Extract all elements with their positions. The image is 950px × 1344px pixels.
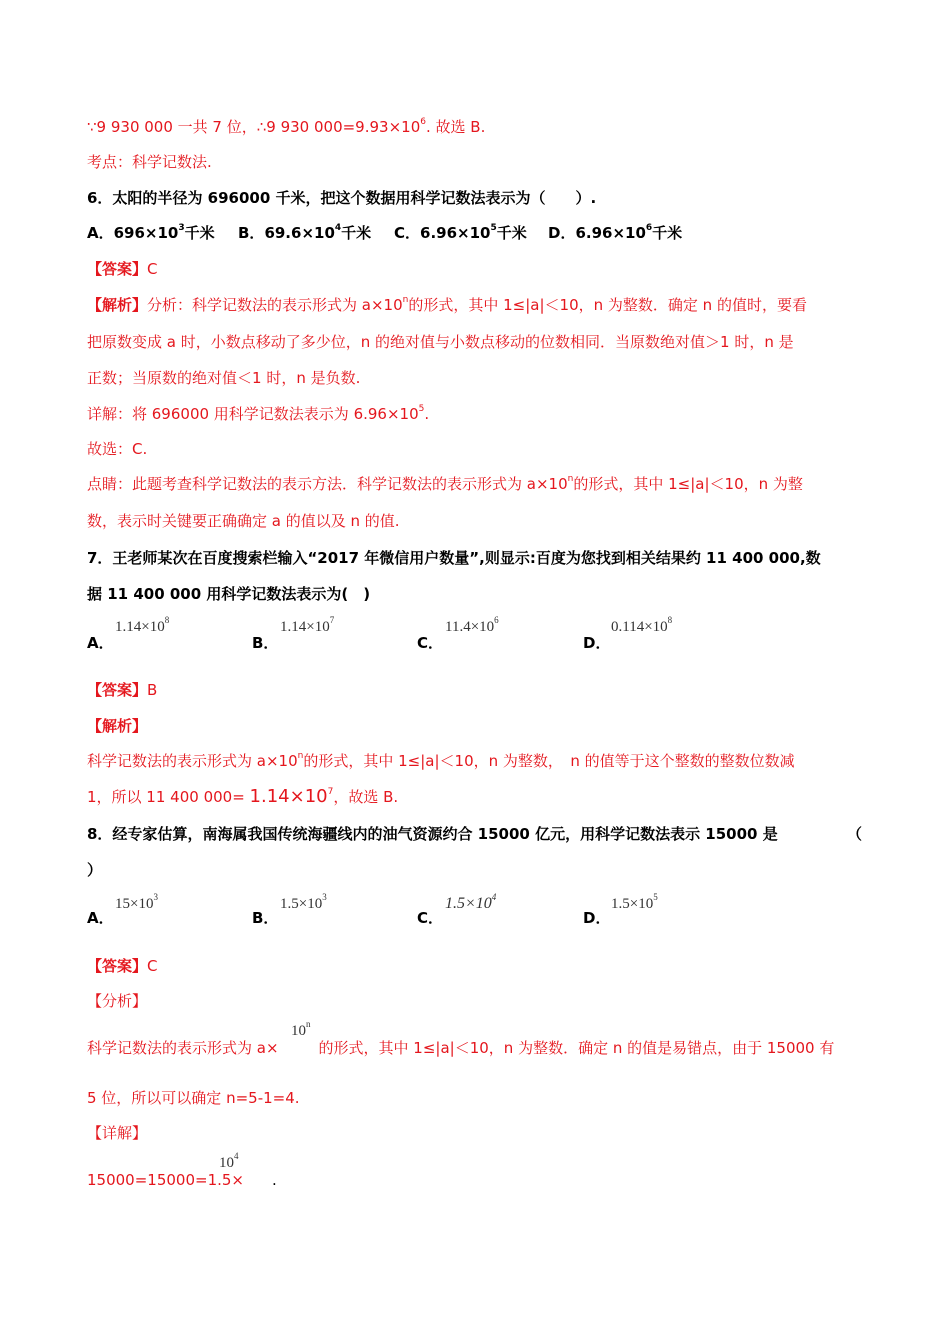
q7-option-d-label: D． (583, 634, 611, 652)
q6-analysis-line-1 (87, 294, 862, 316)
prev-solution-tail: . 故选 B. (425, 118, 486, 136)
q8-option-d-label: D． (583, 909, 611, 927)
q8-option-c-exponent: 4 (491, 891, 497, 902)
q7-option-d-base: 0.114×10 (611, 619, 668, 635)
q8-option-b-value (280, 892, 327, 913)
q6-detail (87, 403, 862, 425)
q6-option-d (548, 222, 682, 244)
q7-analysis-line-2-text: 1，所以 11 400 000= (87, 788, 250, 806)
q7-option-b-base: 1.14×10 (280, 619, 330, 635)
prev-solution-exponent: 6 (420, 117, 426, 127)
q7-answer-tag: 【答案】 (87, 681, 148, 699)
q7-stem-line-2: 据 11 400 000 用科学记数法表示为( ) (87, 585, 371, 603)
q8-option-b-label: B． (252, 909, 279, 927)
q6-option-c (394, 222, 527, 244)
q8-xiangjie-tail: . (272, 1171, 277, 1189)
prev-kaodian: 考点：科学记数法. (87, 153, 212, 171)
q6-option-a-unit: 千米 (184, 224, 215, 242)
q7-option-c-label: C． (417, 634, 444, 652)
q7-option-b-value (280, 615, 335, 636)
q8-option-c-value (445, 891, 497, 913)
q8-option-c-base: 1.5×10 (445, 895, 492, 912)
q7-analysis-line-2-tail: ，故选 B. (333, 788, 399, 806)
q7-option-a-exponent: 8 (164, 615, 170, 625)
q7-analysis-tag: 【解析】 (87, 717, 148, 735)
q7-option-d-value (611, 615, 673, 636)
q8-option-c-label: C． (417, 909, 444, 927)
q6-answer (87, 258, 862, 280)
q6-analysis-line-2: 把原数变成 a 时，小数点移动了多少位，n 的绝对值与小数点移动的位数相同．当原数绝对值＞1 时，n 是 (87, 333, 794, 351)
q8-stem-line-2: ） (87, 861, 103, 879)
q8-option-a-exponent: 3 (153, 892, 158, 902)
q8-fenxi-power-base: 10 (291, 1023, 306, 1039)
q8-option-d-value (611, 892, 658, 913)
q6-detail-exponent: 5 (418, 404, 425, 414)
q8-xiangjie-heading (87, 1122, 862, 1144)
q8-fenxi-text-tail: 的形式，其中 1≤|a|＜10，n 为整数．确定 n 的值是易错点，由于 15000 有 (318, 1039, 835, 1057)
q6-option-c-label: C． (394, 224, 421, 242)
q6-option-a (87, 222, 215, 244)
q6-stem: 6．太阳的半径为 696000 千米，把这个数据用科学记数法表示为（ ）. (87, 189, 597, 207)
q7-option-a-value (115, 615, 170, 636)
q8-xiangjie-tag: 【详解】 (87, 1124, 148, 1142)
q6-option-d-unit: 千米 (652, 224, 683, 242)
q6-option-c-unit: 千米 (496, 224, 527, 242)
prev-solution-line (87, 116, 862, 138)
q7-analysis-text-tail: 的形式，其中 1≤|a|＜10，n 为整数， n 的值等于这个整数的整数位数减 (303, 752, 795, 770)
q6-option-b-unit: 千米 (341, 224, 372, 242)
q8-xiangjie-power-base: 10 (219, 1155, 234, 1171)
q6-option-b-base: 69.6×10 (264, 224, 335, 242)
q6-option-d-label: D． (548, 224, 576, 242)
q8-fenxi-text: 科学记数法的表示形式为 a× (87, 1039, 279, 1057)
q7-option-d-exponent: 8 (667, 615, 673, 625)
prev-solution-text: ∵9 930 000 一共 7 位，∴9 930 000=9.93×10 (87, 118, 421, 136)
q6-option-a-base: 696×10 (113, 224, 179, 242)
q6-option-a-exponent: 3 (178, 223, 185, 233)
q8-option-a-label: A． (87, 909, 114, 927)
q8-stem-paren: （ (846, 825, 862, 843)
q6-comment-text-tail: 的形式，其中 1≤|a|＜10，n 为整 (573, 475, 803, 493)
q7-option-c-exponent: 6 (494, 615, 499, 625)
q7-analysis-formula-exponent: 7 (327, 787, 334, 797)
q6-analysis-text: 分析：科学记数法的表示形式为 a×10 (147, 296, 403, 314)
q8-option-d-exponent: 5 (653, 892, 658, 902)
q6-choose: 故选：C. (87, 440, 148, 458)
q6-option-d-base: 6.96×10 (575, 224, 646, 242)
q8-stem-line-1 (87, 823, 862, 845)
q6-answer-value: C (147, 260, 158, 278)
q6-option-b (238, 222, 371, 244)
q7-answer-value: B (147, 681, 158, 699)
q6-comment-text: 点睛：此题考查科学记数法的表示方法．科学记数法的表示形式为 a×10 (87, 475, 568, 493)
q7-analysis-text: 科学记数法的表示形式为 a×10 (87, 752, 298, 770)
q6-comment-line-1 (87, 473, 862, 495)
q8-option-a-base: 15×10 (115, 896, 154, 912)
q6-option-c-base: 6.96×10 (420, 224, 491, 242)
q8-xiangjie-line (87, 1169, 862, 1191)
q7-answer (87, 679, 862, 701)
q8-option-b-exponent: 3 (322, 892, 327, 902)
q7-option-a-label: A． (87, 634, 114, 652)
q8-xiangjie-text: 15000=15000=1.5× (87, 1171, 244, 1189)
q7-option-a-base: 1.14×10 (115, 619, 165, 635)
q6-option-c-exponent: 5 (490, 223, 497, 233)
q6-comment-exponent: n (567, 474, 574, 484)
q6-detail-text: 详解：将 696000 用科学记数法表示为 6.96×10 (87, 405, 419, 423)
q6-answer-tag: 【答案】 (87, 260, 148, 278)
q8-xiangjie-power-exponent: 4 (234, 1151, 239, 1161)
q8-fenxi-line-1 (87, 1037, 862, 1059)
q8-answer-tag: 【答案】 (87, 957, 148, 975)
q7-analysis-exponent: n (297, 751, 304, 761)
q7-stem-line-1: 7．王老师某次在百度搜索栏输入“2017 年微信用户数量”,则显示:百度为您找到相关结果约 11 400 000,数 (87, 549, 821, 567)
q6-analysis-exponent: n (402, 295, 409, 305)
q6-option-a-label: A． (87, 224, 114, 242)
q7-option-b-label: B． (252, 634, 279, 652)
q7-option-c-value (445, 615, 499, 636)
q8-option-a-value (115, 892, 158, 913)
q8-fenxi-line-2: 5 位，所以可以确定 n=5-1=4. (87, 1089, 300, 1107)
q6-analysis-line-3: 正数；当原数的绝对值＜1 时，n 是负数. (87, 369, 361, 387)
q6-analysis-text-tail: 的形式，其中 1≤|a|＜10，n 为整数．确定 n 的值时，要看 (408, 296, 807, 314)
q8-option-b-base: 1.5×10 (280, 896, 323, 912)
q7-analysis-line-1 (87, 750, 862, 772)
q6-analysis-tag: 【解析】 (87, 296, 148, 314)
q8-answer (87, 955, 862, 977)
q6-option-b-exponent: 4 (334, 223, 342, 233)
q7-analysis-formula: 1.14×10 (249, 786, 328, 807)
q8-fenxi-tag: 【分析】 (87, 992, 148, 1010)
q6-comment-line-2: 数，表示时关键要正确确定 a 的值以及 n 的值. (87, 512, 400, 530)
q8-fenxi-heading (87, 990, 862, 1012)
q6-option-d-exponent: 6 (645, 223, 653, 233)
q7-analysis-line-2 (87, 786, 862, 808)
q6-detail-tail: . (424, 405, 430, 423)
q7-option-c-base: 11.4×10 (445, 619, 495, 635)
q6-option-b-label: B． (238, 224, 265, 242)
q7-option-b-exponent: 7 (329, 615, 335, 625)
q7-analysis-heading (87, 715, 862, 737)
q8-stem-text: 8．经专家估算，南海属我国传统海疆线内的油气资源约合 15000 亿元，用科学记数法表示 15000 是 (87, 825, 778, 843)
q8-fenxi-power-exponent: n (306, 1019, 311, 1029)
q8-option-d-base: 1.5×10 (611, 896, 654, 912)
q8-answer-value: C (147, 957, 158, 975)
